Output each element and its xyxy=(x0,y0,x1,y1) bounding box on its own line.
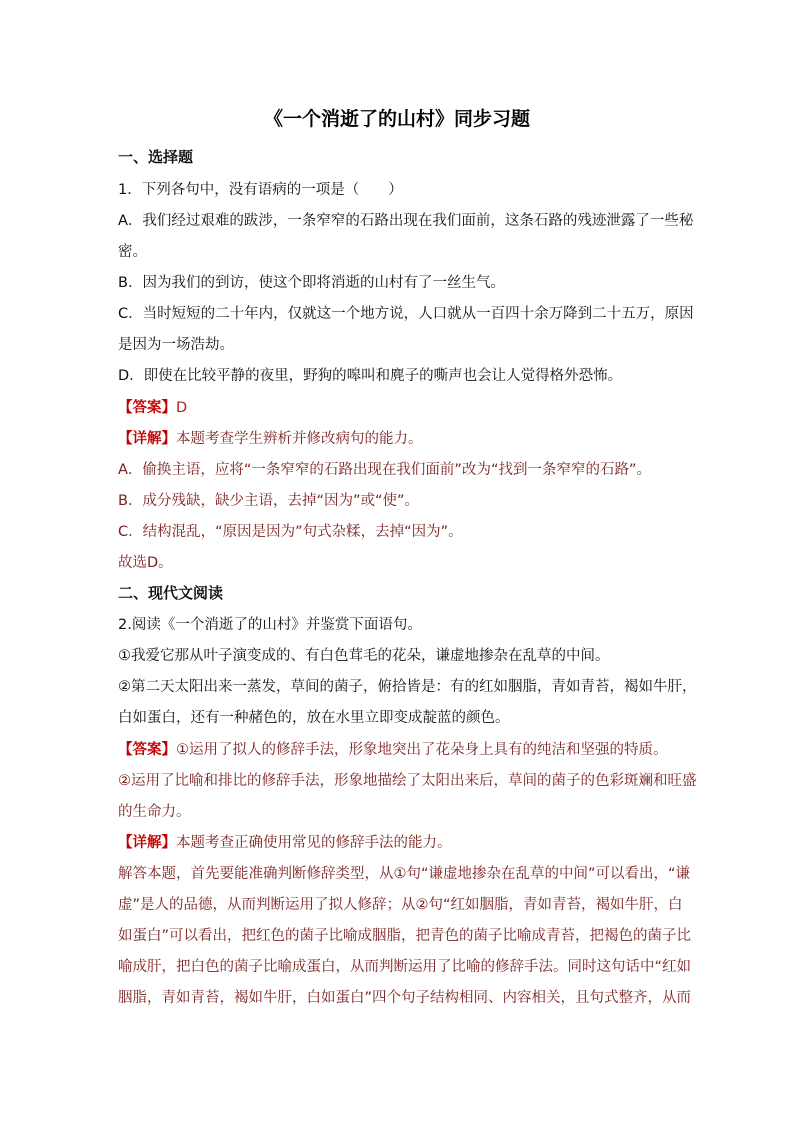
section-heading-choice: 一、选择题 xyxy=(118,148,194,166)
question-1-option-b: B．因为我们的到访，使这个即将消逝的山村有了一丝生气。 xyxy=(118,275,505,291)
answer-tag: 【答案】 xyxy=(118,400,176,416)
explanation-conclusion: 故选D。 xyxy=(118,555,173,571)
explanation-line-3: 如蛋白”可以看出，把红色的菌子比喻成胭脂，把青色的菌子比喻成青苔，把褐色的菌子比 xyxy=(118,928,692,944)
question-1-stem: 1．下列各句中，没有语病的一项是（ ） xyxy=(118,182,403,198)
question-1-option-c: C．当时短短的二十年内，仅就这一个地方说，人口就从一百四十余万降到二十五万，原因 xyxy=(118,306,694,322)
question-2-sentence-2-cont: 白如蛋白，还有一种赭色的，放在水里立即变成靛蓝的颜色。 xyxy=(118,710,510,726)
question-2-stem: 2.阅读《一个消逝了的山村》并鉴赏下面语句。 xyxy=(118,617,422,633)
question-1-option-d: D．即使在比较平静的夜里，野狗的嗥叫和麂子的嘶声也会让人觉得格外恐怖。 xyxy=(118,368,623,384)
section-heading-reading: 二、现代文阅读 xyxy=(118,584,224,602)
question-1-answer xyxy=(118,396,683,417)
explanation-line-1: 解答本题，首先要能准确判断修辞类型，从①句“谦虚地掺杂在乱草的中间”可以看出，“谦 xyxy=(118,866,691,882)
answer-text-2: ②运用了比喻和排比的修辞手法，形象地描绘了太阳出来后，草间的菌子的色彩斑斓和旺盛 xyxy=(118,773,697,789)
question-2-detail xyxy=(118,831,683,852)
explanation-c: C．结构混乱，“原因是因为”句式杂糅，去掉“因为”。 xyxy=(118,524,463,540)
question-1-option-a: A．我们经过艰难的跋涉，一条窄窄的石路出现在我们面前，这条石路的残迹泄露了一些秘 xyxy=(118,213,694,229)
answer-value: D xyxy=(176,400,188,416)
question-2-sentence-1: ①我爱它那从叶子演变成的、有白色茸毛的花朵，谦虚地掺杂在乱草的中间。 xyxy=(118,648,610,664)
question-1-detail xyxy=(118,427,683,448)
detail-text: 本题考查正确使用常见的修辞手法的能力。 xyxy=(176,835,452,851)
question-2-sentence-2: ②第二天太阳出来一蒸发，草间的菌子，俯拾皆是：有的红如胭脂，青如青苔，褐如牛肝， xyxy=(118,679,697,695)
detail-text: 本题考查学生辨析并修改病句的能力。 xyxy=(176,431,423,447)
explanation-line-5: 胭脂，青如青苔，褐如牛肝，白如蛋白”四个句子结构相同、内容相关，且句式整齐，从而 xyxy=(118,990,692,1006)
explanation-a: A．偷换主语，应将“一条窄窄的石路出现在我们面前”改为“找到一条窄窄的石路”。 xyxy=(118,462,651,478)
page-title: 《一个消逝了的山村》同步习题 xyxy=(263,108,530,130)
question-1-option-c-cont: 是因为一场浩劫。 xyxy=(118,337,234,353)
answer-text-2-cont: 的生命力。 xyxy=(118,804,191,820)
detail-tag: 【详解】 xyxy=(118,835,176,851)
explanation-line-4: 喻成肝，把白色的菌子比喻成蛋白，从而判断运用了比喻的修辞手法。同时这句话中“红如 xyxy=(118,959,692,975)
question-1-option-a-cont: 密。 xyxy=(118,244,147,260)
explanation-line-2: 虚”是人的品德，从而判断运用了拟人修辞；从②句“红如胭脂，青如青苔，褐如牛肝，白 xyxy=(118,897,683,913)
detail-tag: 【详解】 xyxy=(118,431,176,447)
explanation-b: B．成分残缺，缺少主语，去掉“因为”或“使”。 xyxy=(118,493,419,509)
answer-text-1: ①运用了拟人的修辞手法，形象地突出了花朵身上具有的纯洁和坚强的特质。 xyxy=(176,742,668,758)
answer-tag: 【答案】 xyxy=(118,742,176,758)
question-2-answer xyxy=(118,738,683,759)
